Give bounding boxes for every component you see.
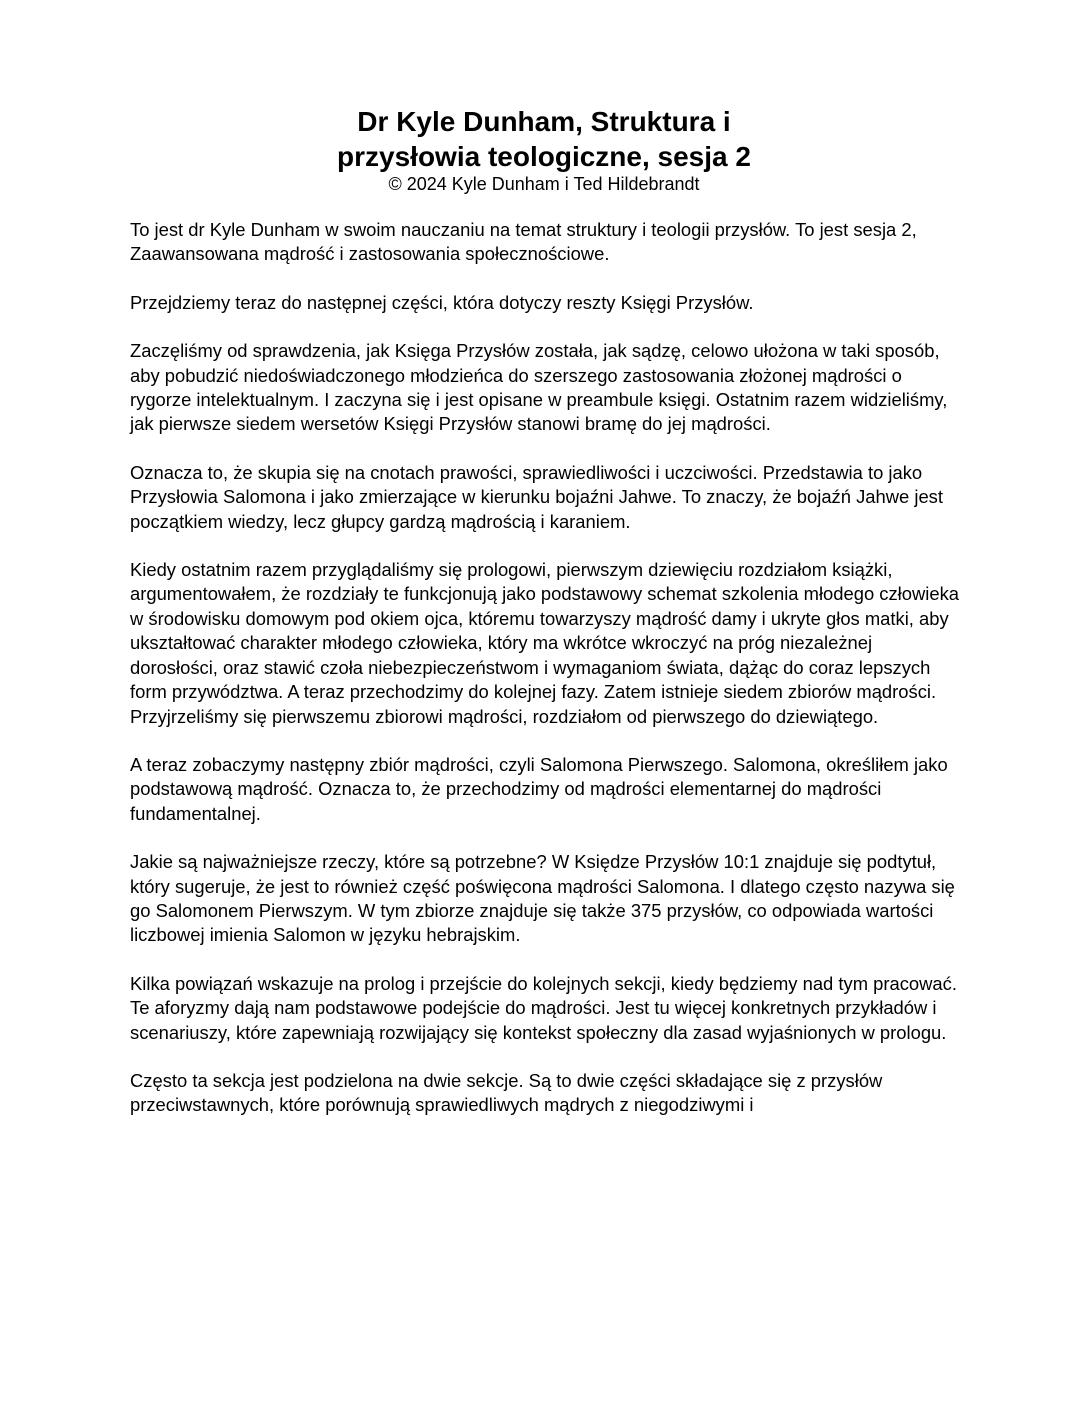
paragraph: Oznacza to, że skupia się na cnotach prawości, sprawiedliwości i uczciwości. Przedstawia to jako Przysłowia Salomona i jako zmierzające w kierunku bojaźni Jahwe. To znaczy, że bojaźń Jahwe jest początkiem wiedzy, lecz głupcy gardzą mądrością i karaniem. xyxy=(130,461,943,532)
paragraph: Przejdziemy teraz do następnej części, która dotyczy reszty Księgi Przysłów. xyxy=(130,291,754,313)
title-line-2: przysłowia teologiczne, sesja 2 xyxy=(337,141,751,172)
document-body xyxy=(130,218,965,1142)
paragraph: To jest dr Kyle Dunham w swoim nauczaniu na temat struktury i teologii przysłów. To jest sesja 2, Zaawansowana mądrość i zastosowania społecznościowe. xyxy=(130,219,917,265)
document-title xyxy=(0,104,1088,174)
copyright-line: © 2024 Kyle Dunham i Ted Hildebrandt xyxy=(388,174,700,194)
paragraph: Kilka powiązań wskazuje na prolog i przejście do kolejnych sekcji, kiedy będziemy nad tym pracować. Te aforyzmy dają nam podstawowe podejście do mądrości. Jest tu więcej konkretnych przykładów i scenariuszy, które zapewniają rozwijający się kontekst społeczny dla zasad wyjaśnionych w prologu. xyxy=(130,972,957,1043)
paragraph: Zaczęliśmy od sprawdzenia, jak Księga Przysłów została, jak sądzę, celowo ułożona w taki sposób, aby pobudzić niedoświadczonego młodzieńca do szerszego zastosowania złożonej mądrości o rygorze intelektualnym. I zaczyna się i jest opisane w preambule księgi. Ostatnim razem widzieliśmy, jak pierwsze siedem wersetów Księgi Przysłów stanowi bramę do jej mądrości. xyxy=(130,340,948,435)
paragraph: Kiedy ostatnim razem przyglądaliśmy się prologowi, pierwszym dziewięciu rozdziałom książki, argumentowałem, że rozdziały te funkcjonują jako podstawowy schemat szkolenia młodego człowieka w środowisku domowym pod okiem ojca, któremu towarzyszy mądrość damy i ukryte głos matki, aby ukształtować charakter młodego człowieka, który ma wkrótce wkroczyć na próg niezależnej dorosłości, oraz stawić czoła niebezpieczeństwom i wymaganiom świata, dążąc do coraz lepszych form przywództwa. A teraz przechodzimy do kolejnej fazy. Zatem istnieje siedem zbiorów mądrości. Przyjrzeliśmy się pierwszemu zbiorowi mądrości, rozdziałom od pierwszego do dziewiątego. xyxy=(130,559,960,727)
paragraph: Jakie są najważniejsze rzeczy, które są potrzebne? W Księdze Przysłów 10:1 znajduje się podtytuł, który sugeruje, że jest to również część poświęcona mądrości Salomona. I dlatego często nazywa się go Salomonem Pierwszym. W tym zbiorze znajduje się także 375 przysłów, co odpowiada wartości liczbowej imienia Salomon w języku hebrajskim. xyxy=(130,851,955,946)
paragraph: A teraz zobaczymy następny zbiór mądrości, czyli Salomona Pierwszego. Salomona, określiłem jako podstawową mądrość. Oznacza to, że przechodzimy od mądrości elementarnej do mądrości fundamentalnej. xyxy=(130,753,948,824)
title-line-1: Dr Kyle Dunham, Struktura i xyxy=(357,106,731,137)
paragraph: Często ta sekcja jest podzielona na dwie sekcje. Są to dwie części składające się z przysłów przeciwstawnych, które porównują sprawiedliwych mądrych z niegodziwymi i xyxy=(130,1069,883,1116)
